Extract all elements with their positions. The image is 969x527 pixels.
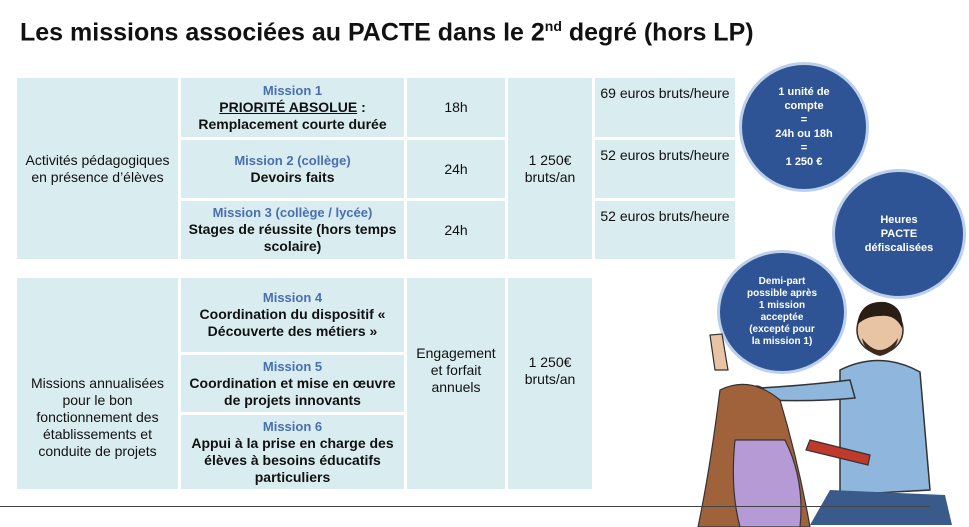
hours-cell-2: 24h: [407, 140, 505, 198]
engagement-cell: Engagement et forfait annuels: [407, 278, 505, 489]
page-title: Les missions associées au PACTE dans le 2nd degré (hors LP): [20, 18, 754, 47]
unit-count-circle: 1 unité de compte = 24h ou 18h = 1 250 €: [739, 62, 869, 192]
half-share-circle: Demi-part possible après 1 mission acceptée (excepté pour la mission 1): [717, 250, 847, 374]
annual-cell-2: 1 250€ bruts/an: [508, 278, 592, 489]
hours-cell-3: 24h: [407, 201, 505, 259]
student-figure: [698, 334, 810, 527]
mission-label: Mission 1: [262, 82, 323, 98]
category-cell-1: Activités pédagogiques en présence d’élèves: [17, 78, 178, 259]
bottom-divider: [0, 506, 930, 507]
mission-2-cell: Mission 2 (collège) Devoirs faits: [181, 140, 404, 198]
mission-3-cell: Mission 3 (collège / lycée) Stages de réussite (hors temps scolaire): [181, 201, 404, 259]
annual-cell-1: 1 250€ bruts/an: [508, 78, 592, 259]
mission-1-cell: Mission 1 PRIORITÉ ABSOLUE : Remplacement courte durée: [181, 78, 404, 137]
rate-cell-2: 52 euros bruts/heure: [595, 140, 735, 198]
teacher-student-illustration: [690, 290, 969, 527]
category-cell-2: Missions annualisées pour le bon fonctionnement des établissements et conduite de projets: [17, 278, 178, 489]
mission-desc: Remplacement courte durée: [198, 115, 387, 132]
hours-cell-1: 18h: [407, 78, 505, 137]
mission-6-cell: Mission 6 Appui à la prise en charge des élèves à besoins éducatifs particuliers: [181, 415, 404, 489]
rate-cell-1: 69 euros bruts/heure: [595, 78, 735, 137]
pacte-hours-circle: Heures PACTE défiscalisées: [832, 169, 966, 299]
mission-5-cell: Mission 5 Coordination et mise en œuvre de projets innovants: [181, 355, 404, 412]
mission-4-cell: Mission 4 Coordination du dispositif « Découverte des métiers »: [181, 278, 404, 352]
rate-cell-3: 52 euros bruts/heure: [595, 201, 735, 259]
priority-label: PRIORITÉ ABSOLUE: [219, 98, 358, 115]
